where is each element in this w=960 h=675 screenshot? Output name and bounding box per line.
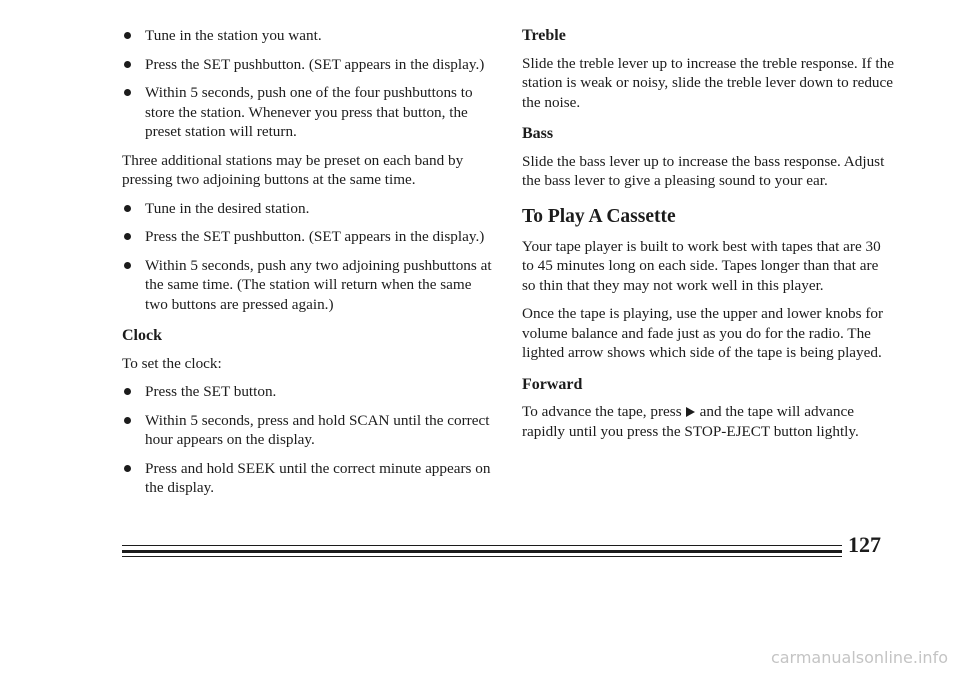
bullet-item: Within 5 seconds, push one of the four pushbuttons to store the station. Whenever you press that button, the preset station will return. xyxy=(122,83,492,142)
footer-rule xyxy=(122,556,842,557)
bullet-item: Press and hold SEEK until the correct minute appears on the display. xyxy=(122,459,492,498)
bullet-item: Press the SET pushbutton. (SET appears in the display.) xyxy=(122,227,492,247)
bullet-item: Within 5 seconds, press and hold SCAN until the correct hour appears on the display. xyxy=(122,411,492,450)
right-column xyxy=(522,26,894,450)
footer-rule xyxy=(122,550,842,553)
bullet-item: Within 5 seconds, push any two adjoining pushbuttons at the same time. (The station will return when the same two buttons are pressed again.) xyxy=(122,256,492,315)
section-heading-forward: Forward xyxy=(522,375,583,393)
section-heading-treble: Treble xyxy=(522,27,566,44)
paragraph-forward xyxy=(522,402,894,441)
watermark xyxy=(0,648,960,667)
section-heading-bass: Bass xyxy=(522,125,554,142)
section-heading-cassette: To Play A Cassette xyxy=(522,205,676,227)
watermark-text: carmanualsonline.info xyxy=(770,648,948,667)
bullet-item: Tune in the station you want. xyxy=(122,26,492,46)
page-number: 127 xyxy=(848,532,881,557)
bullet-item: Press the SET pushbutton. (SET appears in the display.) xyxy=(122,55,492,75)
bullet-item: Press the SET button. xyxy=(122,382,492,402)
left-column xyxy=(122,26,492,507)
paragraph: Slide the treble lever up to increase the treble response. If the station is weak or noisy, slide the treble lever down to reduce the noise. xyxy=(522,54,894,111)
paragraph: Your tape player is built to work best with tapes that are 30 to 45 minutes long on each side. Tapes longer than that are so thin that they may not work well in this player. xyxy=(522,237,881,294)
play-arrow-icon xyxy=(686,407,695,417)
paragraph: Once the tape is playing, use the upper and lower knobs for volume balance and fade just as you do for the radio. The lighted arrow shows which side of the tape is being played. xyxy=(522,305,884,361)
paragraph: Three additional stations may be preset on each band by pressing two adjoining buttons at the same time. xyxy=(122,151,464,188)
forward-text-post: and the tape will advance rapidly until you press the STOP-EJECT button lightly. xyxy=(522,403,859,440)
forward-text-pre: To advance the tape, press xyxy=(522,403,682,420)
paragraph: Slide the bass lever up to increase the bass response. Adjust the bass lever to give a pleasing sound to your ear. xyxy=(522,152,885,189)
footer-rule xyxy=(122,545,842,546)
bullet-item: Tune in the desired station. xyxy=(122,199,492,219)
paragraph: To set the clock: xyxy=(122,354,222,372)
section-heading-clock: Clock xyxy=(122,327,162,344)
